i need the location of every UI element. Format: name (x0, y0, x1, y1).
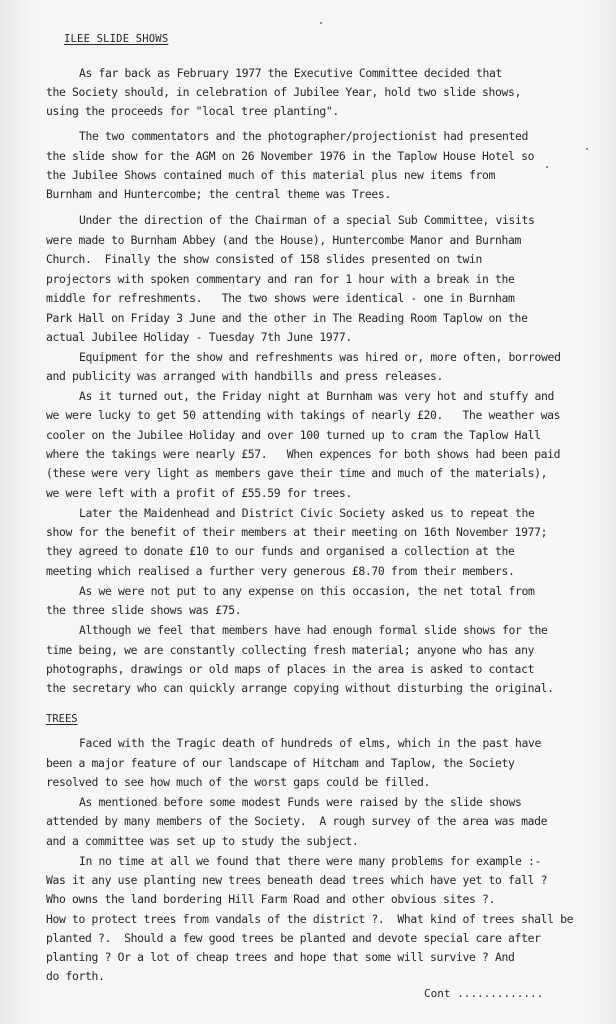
document-heading: ILEE SLIDE SHOWS (64, 33, 169, 45)
text-line: the Society should, in celebration of Jubilee Year, hold two slide shows, (46, 85, 522, 99)
text-line: projectors with spoken commentary and ran for 1 hour with a break in the (46, 272, 515, 286)
text-line: planting ? Or a lot of cheap trees and hope that some will survive ? And (46, 950, 515, 964)
text-line: the secretary who can quickly arrange copying without disturbing the original. (46, 681, 554, 695)
text-line: we were left with a profit of £55.59 for trees. (46, 486, 352, 500)
text-line: we were lucky to get 50 attending with takings of nearly £20. The weather was (46, 408, 561, 422)
text-line: planted ?. Should a few good trees be planted and devote special care after (46, 931, 541, 945)
text-line: As it turned out, the Friday night at Burnham was very hot and stuffy and (79, 389, 555, 403)
text-line: been a major feature of our landscape of Hitcham and Taplow, the Society (46, 756, 515, 770)
text-line: (these were very light as members gave their time and much of the materials), (46, 466, 548, 480)
text-line: the Jubilee Shows contained much of this material plus new items from (46, 168, 496, 182)
text-line: using the proceeds for "local tree planting". (46, 104, 339, 118)
trees-heading: TREES (46, 713, 78, 725)
text-line: meeting which realised a further very generous £8.70 from their members. (46, 564, 515, 578)
text-line: Park Hall on Friday 3 June and the other in The Reading Room Taplow on the (46, 311, 528, 325)
scan-speck (546, 166, 548, 168)
text-line: photographs, drawings or old maps of places in the area is asked to contact (46, 662, 535, 676)
text-line: actual Jubilee Holiday - Tuesday 7th June 1977. (46, 330, 352, 344)
text-line: Was it any use planting new trees beneath dead trees which have yet to fall ? (46, 873, 548, 887)
text-line: Although we feel that members have had enough formal slide shows for the (79, 623, 548, 637)
text-line: Under the direction of the Chairman of a special Sub Committee, visits (79, 213, 535, 227)
text-line: As mentioned before some modest Funds were raised by the slide shows (79, 795, 522, 809)
text-line: Burnham and Huntercombe; the central theme was Trees. (46, 187, 391, 201)
text-line: resolved to see how much of the worst gaps could be filled. (46, 775, 430, 789)
text-line: Equipment for the show and refreshments was hired or, more often, borrowed (79, 350, 561, 364)
text-line: Who owns the land bordering Hill Farm Road and other obvious sites ?. (46, 892, 496, 906)
text-line: were made to Burnham Abbey (and the House), Huntercombe Manor and Burnham (46, 233, 522, 247)
text-line: they agreed to donate £10 to our funds and organised a collection at the (46, 544, 515, 558)
text-line: middle for refreshments. The two shows were identical - one in Burnham (46, 291, 515, 305)
text-line: How to protect trees from vandals of the district ?. What kind of trees shall be (46, 912, 574, 926)
text-line: cooler on the Jubilee Holiday and over 100 turned up to cram the Taplow Hall (46, 428, 541, 442)
text-line: show for the benefit of their members at their meeting on 16th November 1977; (46, 525, 548, 539)
text-line: time being, we are constantly collecting fresh material; anyone who has any (46, 643, 535, 657)
text-line: where the takings were nearly £57. When expences for both shows had been paid (46, 447, 561, 461)
text-line: Church. Finally the show consisted of 158 slides presented on twin (46, 252, 483, 266)
continued-marker: Cont ............. (424, 987, 544, 1000)
text-line: Later the Maidenhead and District Civic Society asked us to repeat the (79, 506, 535, 520)
text-line: the three slide shows was £75. (46, 603, 242, 617)
text-line: the slide show for the AGM on 26 November 1976 in the Taplow House Hotel so (46, 149, 535, 163)
text-line: Faced with the Tragic death of hundreds of elms, which in the past have (79, 736, 542, 750)
text-line: and publicity was arranged with handbills and press releases. (46, 369, 443, 383)
text-line: attended by many members of the Society. A rough survey of the area was made (46, 814, 548, 828)
text-line: and a committee was set up to study the subject. (46, 834, 359, 848)
scan-speck (320, 22, 322, 24)
scan-speck (586, 148, 588, 150)
text-line: do forth. (46, 969, 105, 983)
text-line: In no time at all we found that there were many problems for example :- (79, 854, 542, 868)
text-line: As we were not put to any expense on this occasion, the net total from (79, 584, 535, 598)
text-line: As far back as February 1977 the Executive Committee decided that (79, 66, 503, 80)
text-line: The two commentators and the photographer/projectionist had presented (79, 129, 529, 143)
